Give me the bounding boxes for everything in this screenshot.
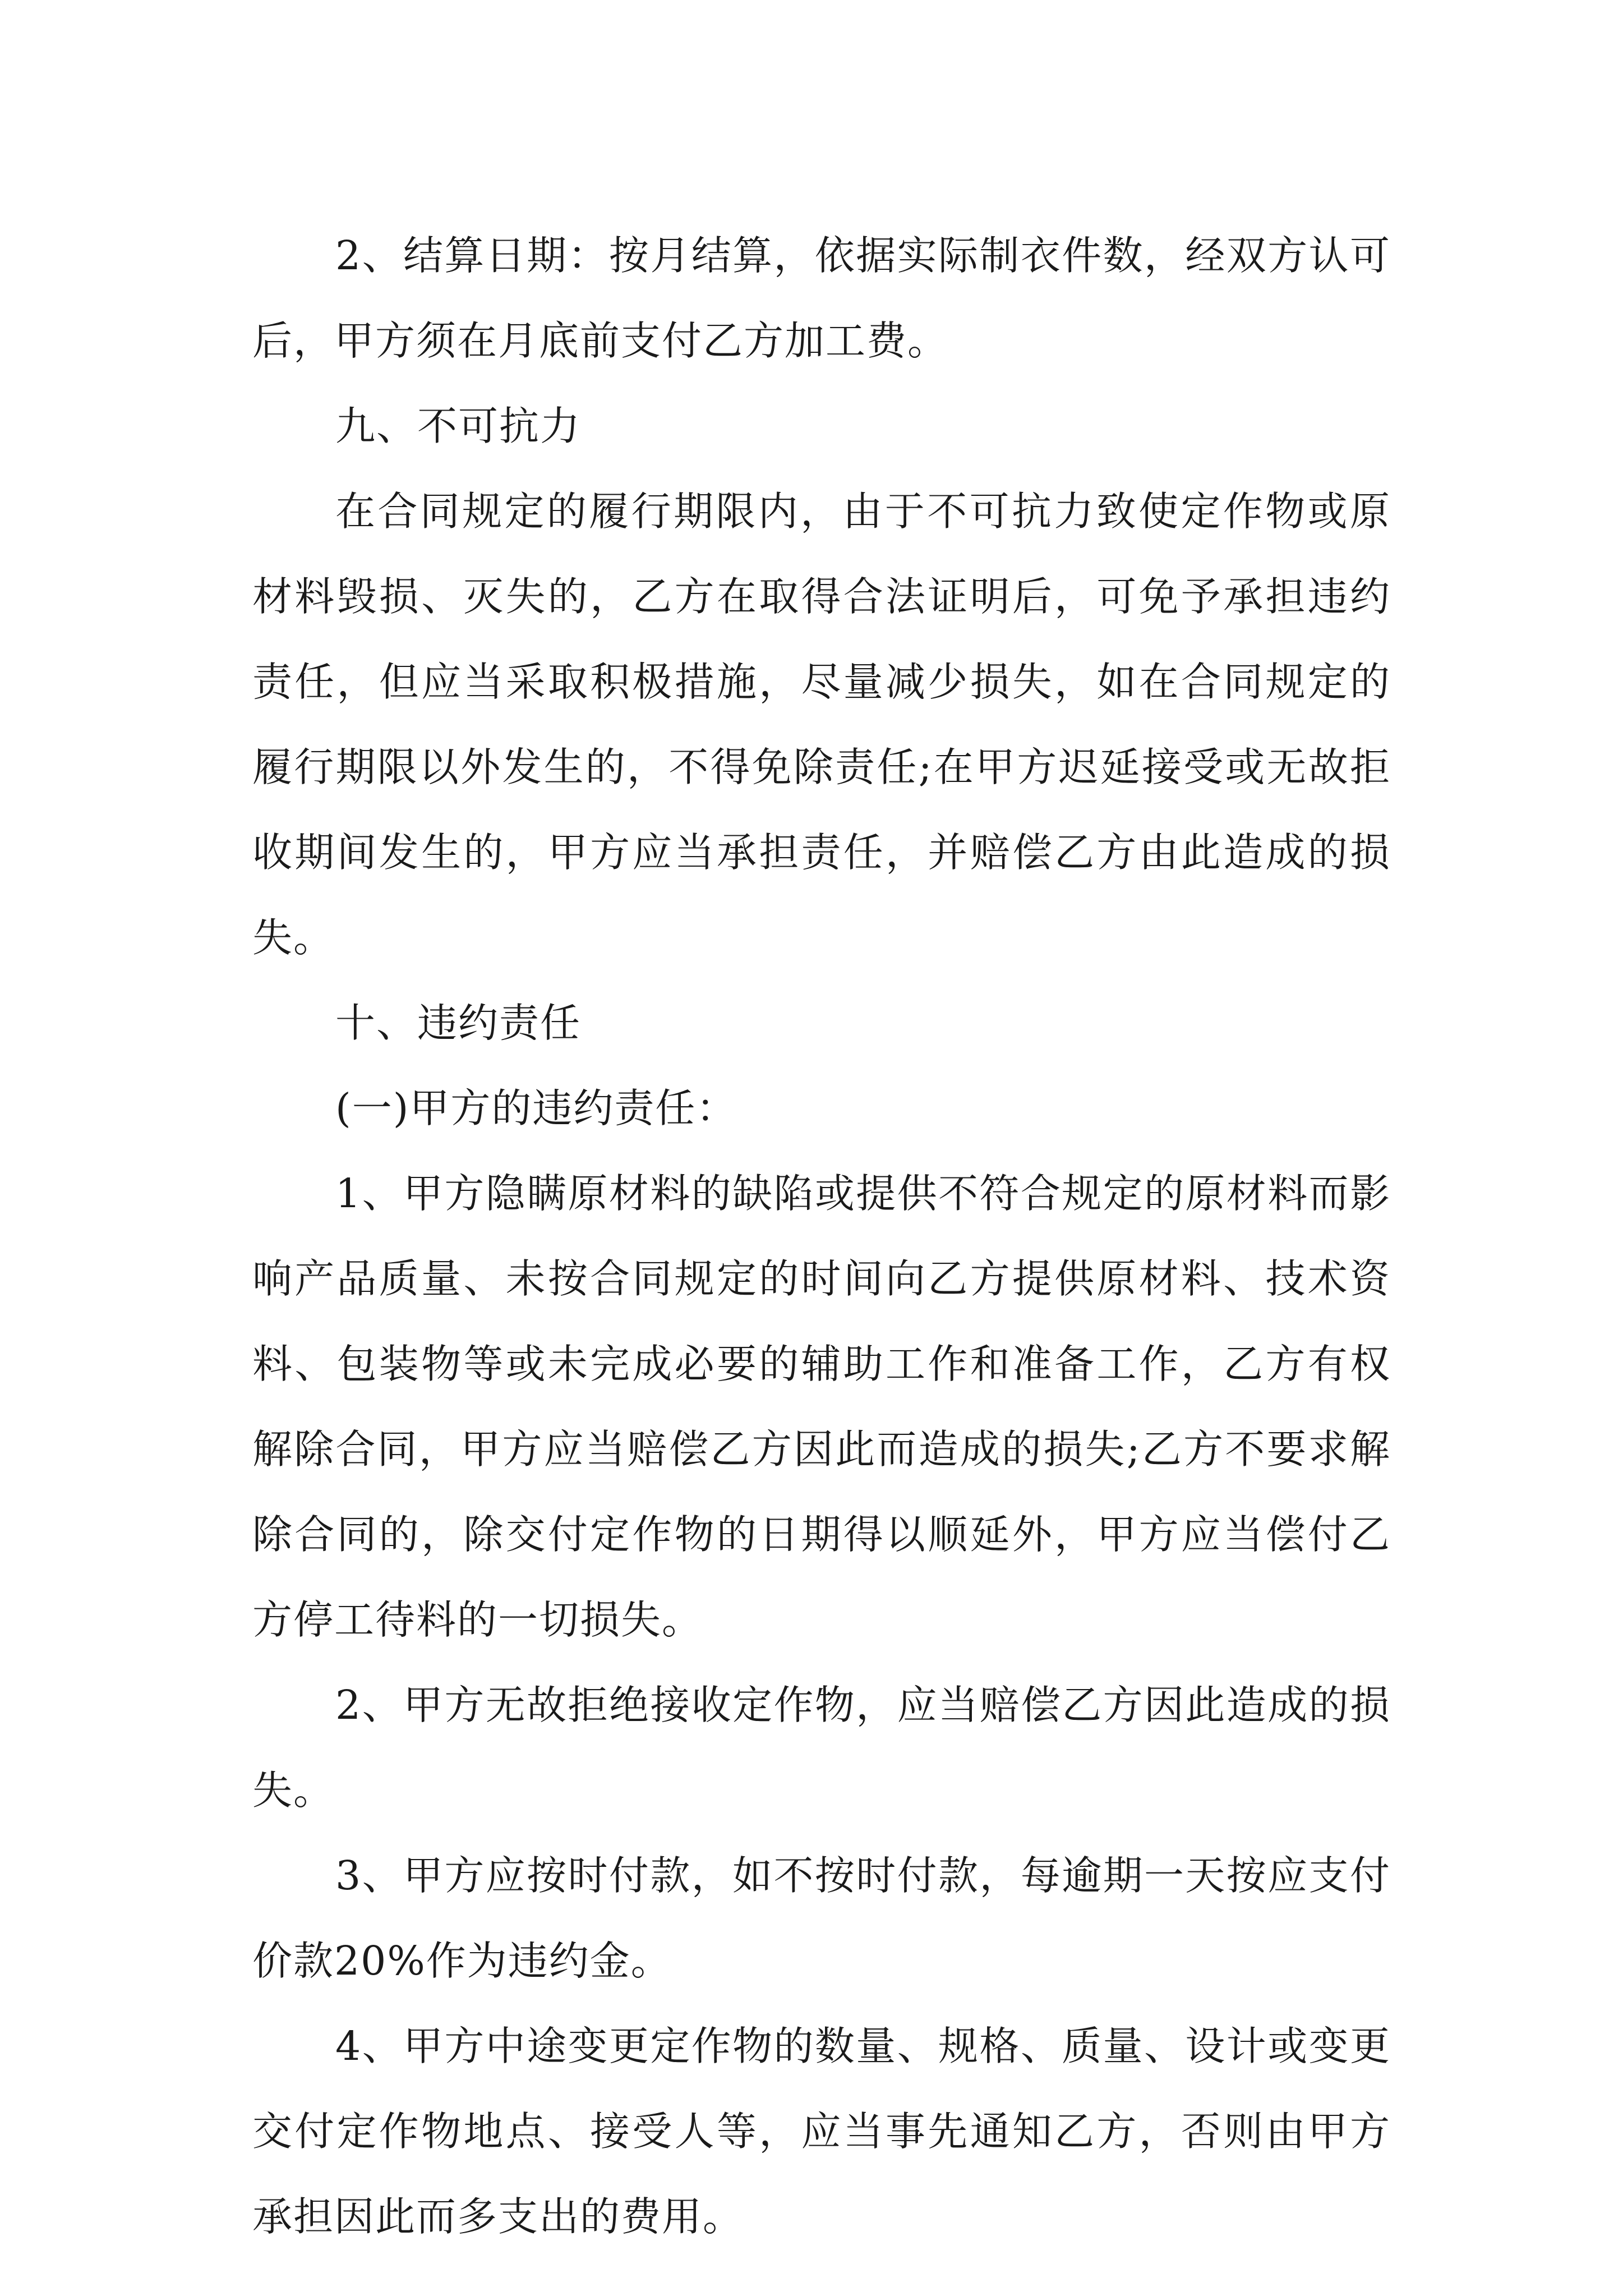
paragraph-liability-item-4: 4、甲方中途变更定作物的数量、规格、质量、设计或变更交付定作物地点、接受人等，应当事先通知乙方，否则由甲方承担因此而多支出的费用。 — [252, 2023, 1391, 2240]
section-heading-liability: 十、违约责任 — [335, 1000, 582, 1046]
document-body — [252, 213, 1391, 2260]
paragraph-liability-item-1: 1、甲方隐瞒原材料的缺陷或提供不符合规定的原材料而影响产品质量、未按合同规定的时间向乙方提供原材料、技术资料、包装物等或未完成必要的辅助工作和准备工作，乙方有权解除合同，甲方应当赔偿乙方因此而造成的损失;乙方不要求解除合同的，除交付定作物的日期得以顺延外，甲方应当偿付乙方停工待料的一切损失。 — [252, 1170, 1391, 1643]
paragraph-force-majeure: 在合同规定的履行期限内，由于不可抗力致使定作物或原材料毁损、灭失的，乙方在取得合法证明后，可免予承担违约责任，但应当采取积极措施，尽量减少损失，如在合同规定的履行期限以外发生的，不得免除责任;在甲方迟延接受或无故拒收期间发生的，甲方应当承担责任，并赔偿乙方由此造成的损失。 — [252, 488, 1391, 961]
section-heading-force-majeure: 九、不可抗力 — [335, 403, 582, 449]
paragraph-settlement-date: 2、结算日期：按月结算，依据实际制衣件数，经双方认可后，甲方须在月底前支付乙方加工费。 — [252, 232, 1391, 364]
paragraph-liability-item-2: 2、甲方无故拒绝接收定作物，应当赔偿乙方因此造成的损失。 — [252, 1682, 1391, 1814]
paragraph-liability-item-3: 3、甲方应按时付款，如不按时付款，每逾期一天按应支付价款20%作为违约金。 — [252, 1852, 1391, 1984]
subsection-heading-party-a-liability: (一)甲方的违约责任： — [335, 1085, 737, 1131]
